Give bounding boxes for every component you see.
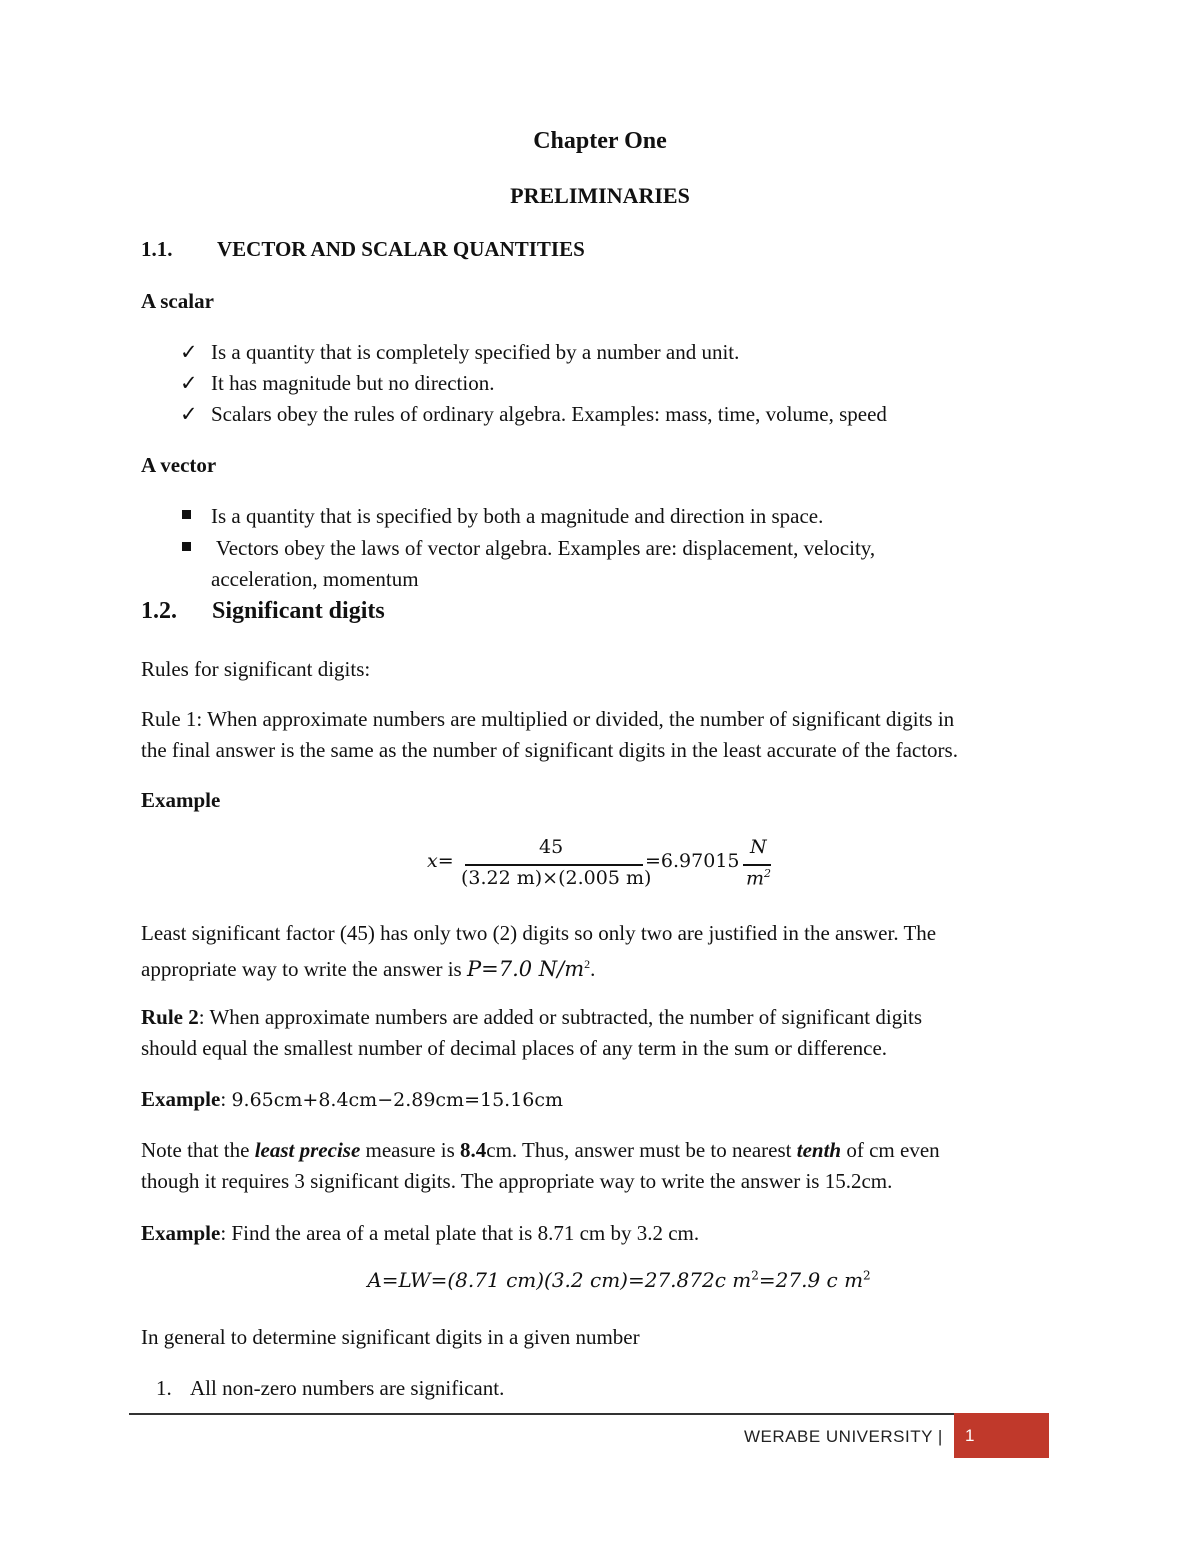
numbered-list-item [156,1373,1086,1404]
text-run: cm. Thus, answer must be to nearest [486,1138,797,1162]
rule-1-line-1: Rule 1: When approximate numbers are multiplied or divided, the number of significant digits in [141,707,955,731]
unit-base: m [746,867,765,890]
section-number: 1.1. [141,237,173,261]
inline-math-exponent: 2 [584,957,591,971]
list-item-text: Is a quantity that is completely specified by a number and unit. [211,340,740,364]
note-paragraph [141,1135,1071,1197]
text-run: measure is [360,1138,461,1162]
example-3 [141,1218,1071,1249]
page-number: 1 [965,1426,975,1445]
list-item-text: All non-zero numbers are significant. [190,1376,505,1400]
rule-2-line-1 [141,1002,1071,1033]
square-bullet-icon [182,542,191,551]
unit-fraction-bar [743,864,771,866]
equation-text: =27.9 c m [758,1268,864,1292]
inline-math: P=7.0 N/m [466,957,585,981]
least-significant-paragraph [141,918,1071,985]
list-item-text: It has magnitude but no direction. [211,371,495,395]
part-title: PRELIMINARIES [510,183,690,208]
equation-1 [427,836,787,896]
text-run: appropriate way to write the answer is [141,957,467,981]
fraction-numerator: 45 [539,836,564,858]
list-item-text: Scalars obey the rules of ordinary algebra. Examples: mass, time, volume, speed [211,402,887,426]
checkmark-icon: ✓ [180,340,198,364]
fraction-bar [465,864,643,866]
text-run: . [590,957,596,981]
checkmark-icon: ✓ [180,402,198,426]
unit-numerator: N [750,836,767,858]
paragraph-line-1: Least significant factor (45) has only two (2) digits so only two are justified in the answer. The [141,921,937,945]
fraction-denominator: (3.22 m)×(2.005 m) [461,867,652,889]
note-line-1 [141,1135,1071,1166]
list-item [180,340,739,365]
list-item [180,371,494,396]
square-bullet-icon [182,510,191,519]
unit-denominator [746,867,771,889]
rule-2-label: Rule 2 [141,1005,199,1029]
rule-2 [141,1002,1071,1064]
example-label: Example [141,1221,221,1245]
bold-value: 8.4 [460,1138,487,1162]
rule-1 [141,704,1071,766]
checkmark-icon: ✓ [180,371,198,395]
list-item-text: Is a quantity that is specified by both a magnitude and direction in space. [211,504,824,528]
list-item [180,504,823,529]
example-2 [141,1084,1071,1116]
emphasis: least precise [254,1138,361,1162]
example-label: Example [141,1087,221,1111]
section-title: VECTOR AND SCALAR QUANTITIES [217,237,585,261]
list-item-text: Vectors obey the laws of vector algebra. Examples are: displacement, velocity, [211,536,876,560]
text-run: : [220,1087,232,1111]
scalar-heading: A scalar [141,289,214,313]
footer-university: WERABE UNIVERSITY | [744,1427,943,1446]
example-label: Example [141,788,221,812]
list-item-continuation: acceleration, momentum [211,567,419,591]
paragraph-line-2 [141,949,1071,985]
rules-intro: Rules for significant digits: [141,657,371,681]
text-run: : When approximate numbers are added or subtracted, the number of significant digits [198,1005,923,1029]
equation-result: =6.97015 [645,850,740,872]
vector-heading: A vector [141,453,217,477]
equation-text: A=LW=(8.71 cm)(3.2 cm)=27.872c m [367,1268,752,1292]
equation-3 [0,1268,1200,1293]
equation-exponent: 2 [751,1268,759,1283]
section-title: Significant digits [212,598,385,624]
general-paragraph: In general to determine significant digits in a given number [141,1325,640,1349]
rule-2-line-2: should equal the smallest number of decimal places of any term in the sum or difference. [141,1036,888,1060]
equation-exponent: 2 [863,1268,871,1283]
text-run: Note that the [141,1138,255,1162]
section-heading-1-2 [141,598,385,625]
chapter-title: Chapter One [533,128,667,154]
section-heading-1-1 [141,237,585,262]
emphasis: tenth [796,1138,842,1162]
list-item [180,402,887,427]
section-number: 1.2. [141,598,177,624]
text-run: of cm even [841,1138,940,1162]
note-line-2: though it requires 3 significant digits. The appropriate way to write the answer is 15.2cm. [141,1169,893,1193]
rule-1-line-2: the final answer is the same as the number of significant digits in the least accurate of the factors. [141,738,958,762]
equation-lhs: x= [427,850,454,872]
list-item [180,536,875,561]
text-run: : Find the area of a metal plate that is 8.71 cm by 3.2 cm. [220,1221,700,1245]
inline-math: 9.65cm+8.4cm−2.89cm=15.16cm [231,1089,564,1111]
list-number: 1. [156,1376,172,1400]
footer-divider [129,1413,955,1415]
unit-exponent: 2 [764,867,772,880]
